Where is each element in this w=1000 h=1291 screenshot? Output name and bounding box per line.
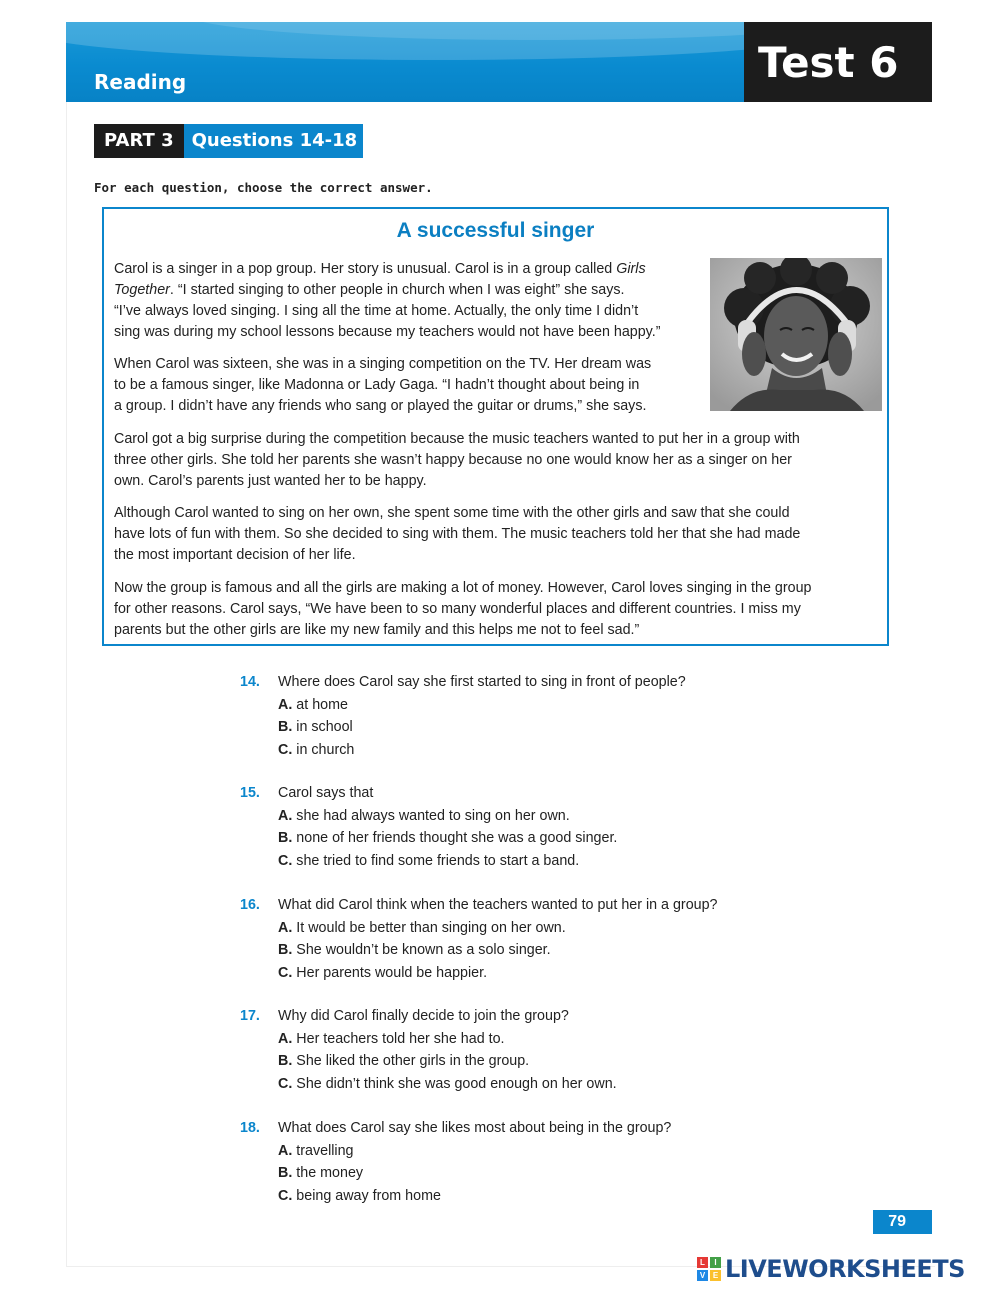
test-title: Test 6: [744, 22, 932, 102]
text-run: sing was during my school lessons because my teachers would not have been happy.”: [114, 324, 661, 340]
option-text: at home: [296, 696, 348, 713]
italic-group-name: Together: [114, 282, 170, 298]
answer-option[interactable]: [278, 850, 800, 873]
answer-option[interactable]: [278, 917, 800, 940]
part-header: [94, 124, 363, 158]
option-letter: A.: [278, 696, 293, 713]
italic-group-name: Girls: [616, 261, 646, 277]
question-text: What does Carol say she likes most about being in the group?: [278, 1120, 672, 1136]
option-text: Her parents would be happier.: [296, 964, 488, 981]
option-letter: C.: [278, 741, 293, 758]
option-letter: B.: [278, 719, 293, 735]
text-run: a group. I didn’t have any friends who sang or played the guitar or drums,” she says.: [114, 398, 647, 414]
option-text: It would be better than singing on her own.: [296, 919, 566, 936]
text-run: three other girls. She told her parents she wasn’t happy because no one would know her as a singer on her: [114, 452, 792, 468]
question-text: Why did Carol finally decide to join the group?: [278, 1008, 569, 1024]
question-text: Where does Carol say she first started to sing in front of people?: [278, 674, 686, 690]
option-text: travelling: [296, 1142, 354, 1159]
option-text: she had always wanted to sing on her own.: [296, 807, 570, 824]
passage-paragraph: [114, 578, 884, 641]
logo-block: E: [710, 1270, 721, 1281]
answer-option[interactable]: [278, 739, 800, 762]
option-text: Her teachers told her she had to.: [296, 1030, 505, 1047]
text-run: to be a famous singer, like Madonna or Lady Gaga. “I hadn’t thought about being in: [114, 377, 640, 393]
option-letter: A.: [278, 1142, 293, 1159]
text-run: When Carol was sixteen, she was in a singing competition on the TV. Her dream was: [114, 356, 652, 372]
question-text: What did Carol think when the teachers wanted to put her in a group?: [278, 897, 718, 913]
text-run: have lots of fun with them. So she decided to sing with them. The music teachers told her that she had made: [114, 526, 801, 542]
passage-paragraph: [114, 354, 704, 417]
text-run: the most important decision of her life.: [114, 547, 356, 563]
answer-option[interactable]: [278, 827, 800, 850]
passage-title: A successful singer: [396, 219, 595, 242]
answer-option[interactable]: [278, 1162, 800, 1185]
passage-paragraph: [114, 259, 704, 343]
text-run: Carol got a big surprise during the competition because the music teachers wanted to put her in a group with: [114, 431, 800, 447]
answer-option[interactable]: [278, 962, 800, 985]
option-text: She liked the other girls in the group.: [296, 1053, 530, 1069]
answer-option[interactable]: [278, 1028, 800, 1051]
text-run: Carol is a singer in a pop group. Her story is unusual. Carol is in a group called: [114, 261, 617, 277]
text-run: for other reasons. Carol says, “We have been to so many wonderful places and different countries. I miss my: [114, 601, 801, 617]
logo-block: V: [697, 1270, 708, 1281]
question-number: 16.: [240, 897, 260, 913]
question-14: [240, 671, 800, 761]
question-16: [240, 894, 800, 984]
option-text: in school: [296, 719, 353, 735]
option-letter: A.: [278, 919, 293, 936]
passage-paragraph: [114, 503, 884, 566]
text-run: Now the group is famous and all the girls are making a lot of money. However, Carol loves singing in the group: [114, 580, 812, 596]
option-text: none of her friends thought she was a good singer.: [296, 830, 618, 846]
part-label: PART 3: [94, 124, 184, 158]
option-text: she tried to find some friends to start a band.: [296, 852, 580, 869]
answer-option[interactable]: [278, 1185, 800, 1208]
question-text: Carol says that: [278, 785, 374, 801]
brand-name: LIVEWORKSHEETS: [725, 1255, 965, 1283]
answer-option[interactable]: [278, 805, 800, 828]
option-letter: A.: [278, 1030, 293, 1047]
passage-paragraph: [114, 429, 884, 492]
question-number: 15.: [240, 785, 260, 801]
logo-block: L: [697, 1257, 708, 1268]
answer-option[interactable]: [278, 716, 800, 739]
logo-blocks-icon: [697, 1257, 721, 1281]
option-letter: C.: [278, 1075, 293, 1092]
answer-option[interactable]: [278, 1050, 800, 1073]
section-label: Reading: [94, 70, 187, 94]
reading-passage-box: [102, 207, 889, 646]
question-number: 17.: [240, 1008, 260, 1024]
logo-block: I: [710, 1257, 721, 1268]
option-letter: C.: [278, 1187, 293, 1204]
question-number: 14.: [240, 674, 260, 690]
question-17: [240, 1005, 800, 1095]
answer-option[interactable]: [278, 694, 800, 717]
answer-option[interactable]: [278, 1073, 800, 1096]
answer-option[interactable]: [278, 939, 800, 962]
option-letter: A.: [278, 807, 293, 824]
question-18: [240, 1117, 800, 1207]
text-run: parents but the other girls are like my new family and this helps me not to feel sad.”: [114, 622, 640, 638]
option-letter: B.: [278, 1053, 293, 1069]
option-text: the money: [296, 1165, 364, 1181]
text-run: own. Carol’s parents just wanted her to be happy.: [114, 473, 427, 489]
option-text: being away from home: [296, 1187, 441, 1204]
liveworksheets-logo[interactable]: [697, 1254, 965, 1284]
question-15: [240, 782, 800, 872]
option-text: She wouldn’t be known as a solo singer.: [296, 942, 551, 958]
instruction-text: For each question, choose the correct answer.: [94, 180, 433, 195]
option-letter: B.: [278, 1165, 293, 1181]
option-letter: C.: [278, 852, 293, 869]
option-text: in church: [296, 741, 355, 758]
questions-range-label: Questions 14-18: [184, 124, 364, 158]
photo-illustration: [710, 258, 882, 411]
option-text: She didn’t think she was good enough on her own.: [296, 1075, 617, 1092]
option-letter: B.: [278, 830, 293, 846]
text-run: “I’ve always loved singing. I sing all the time at home. Actually, the only time I didn’t: [114, 303, 639, 319]
text-run: Although Carol wanted to sing on her own, she spent some time with the other girls and saw that she could: [114, 505, 790, 521]
option-letter: B.: [278, 942, 293, 958]
option-letter: C.: [278, 964, 293, 981]
answer-option[interactable]: [278, 1140, 800, 1163]
question-number: 18.: [240, 1120, 260, 1136]
page-number: 79: [873, 1210, 932, 1234]
woman-with-headphones-photo: [710, 258, 882, 411]
text-run: . “I started singing to other people in church when I was eight” she says.: [169, 282, 625, 298]
